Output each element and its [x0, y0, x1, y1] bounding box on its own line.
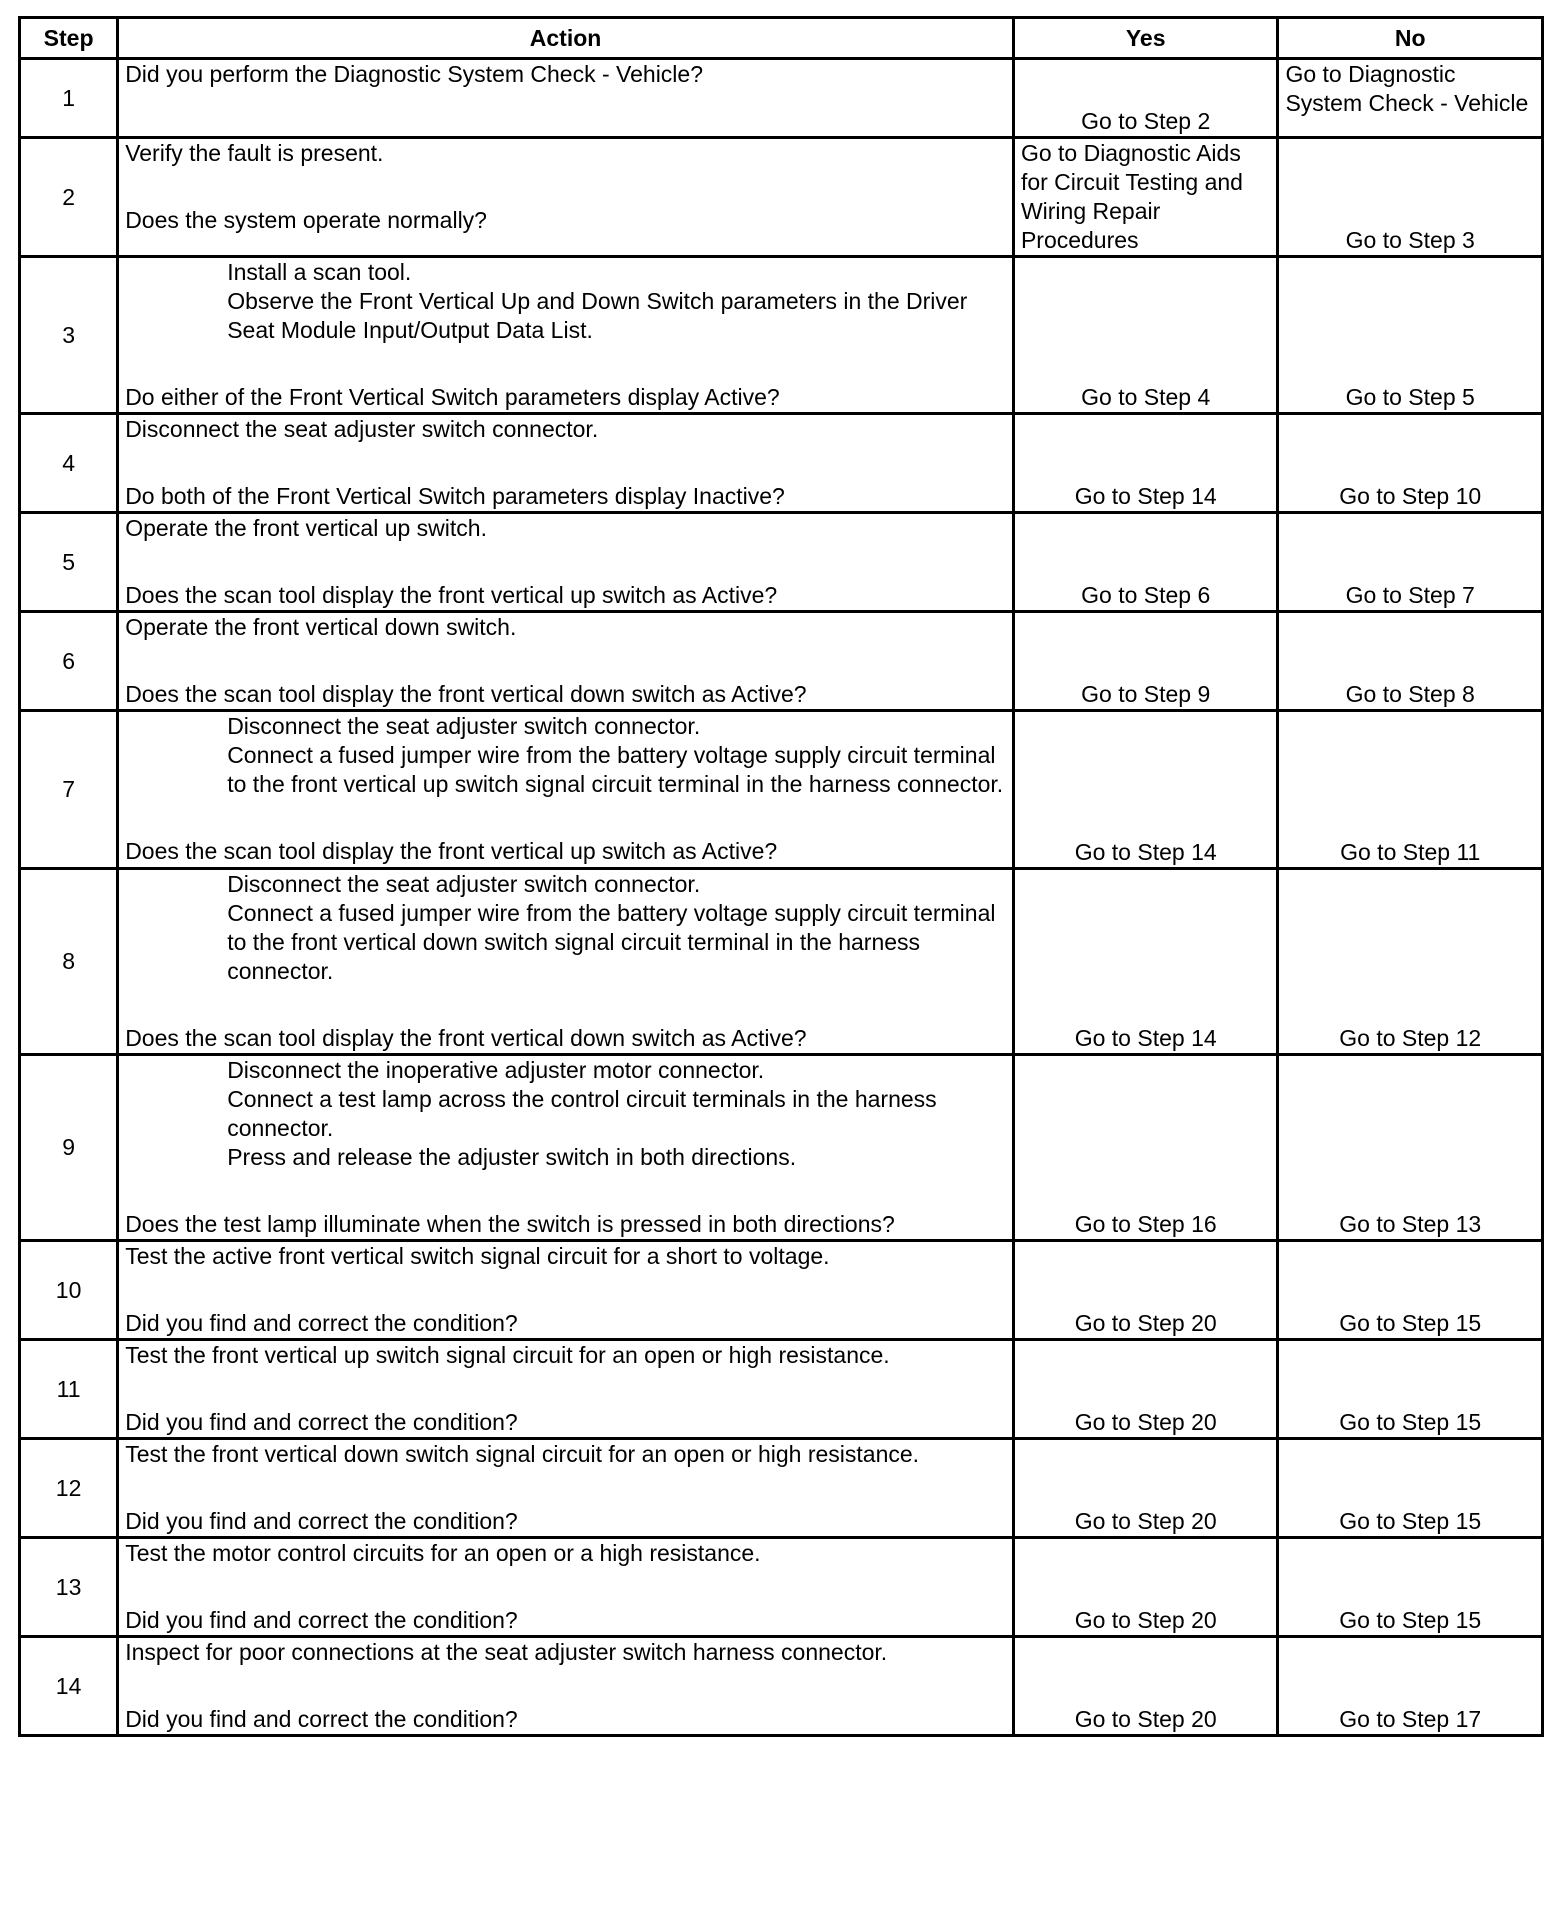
- table-row: [20, 513, 1543, 612]
- action-cell: [118, 1439, 1014, 1538]
- result-yes: Go to Step 6: [1013, 513, 1278, 612]
- result-no: Go to Step 3: [1278, 138, 1543, 257]
- result-no: Go to Step 12: [1278, 869, 1543, 1055]
- step-number: 4: [20, 414, 118, 513]
- step-number: 6: [20, 612, 118, 711]
- action-line: Inspect for poor connections at the seat adjuster switch harness connector.: [125, 1639, 888, 1665]
- result-yes: Go to Diagnostic Aids for Circuit Testing and Wiring Repair Procedures: [1013, 138, 1278, 257]
- action-cell: [118, 414, 1014, 513]
- result-yes: Go to Step 14: [1013, 414, 1278, 513]
- action-question: Did you find and correct the condition?: [125, 1706, 518, 1732]
- result-no: Go to Step 10: [1278, 414, 1543, 513]
- action-line: Disconnect the inoperative adjuster motor connector.: [227, 1057, 765, 1083]
- action-line: Test the front vertical down switch signal circuit for an open or high resistance.: [125, 1441, 920, 1467]
- action-line: Test the active front vertical switch signal circuit for a short to voltage.: [125, 1243, 830, 1269]
- table-row: [20, 869, 1543, 1055]
- result-yes: Go to Step 20: [1013, 1538, 1278, 1637]
- step-number: 14: [20, 1637, 118, 1736]
- action-line: Did you perform the Diagnostic System Check - Vehicle?: [125, 61, 703, 87]
- action-line: Operate the front vertical down switch.: [125, 614, 517, 640]
- result-no: Go to Step 8: [1278, 612, 1543, 711]
- table-row: [20, 1340, 1543, 1439]
- header-step: Step: [20, 18, 118, 59]
- action-line: Disconnect the seat adjuster switch connector.: [227, 871, 701, 897]
- action-line: Disconnect the seat adjuster switch connector.: [227, 713, 701, 739]
- table-row: [20, 257, 1543, 414]
- step-number: 1: [20, 59, 118, 138]
- action-cell: [118, 1241, 1014, 1340]
- result-no: Go to Step 13: [1278, 1055, 1543, 1241]
- table-row: [20, 1637, 1543, 1736]
- action-cell: [118, 612, 1014, 711]
- action-line: Operate the front vertical up switch.: [125, 515, 487, 541]
- action-line: Connect a fused jumper wire from the battery voltage supply circuit terminal to the front vertical up switch signal circuit terminal in the harness connector.: [227, 742, 1004, 797]
- result-yes: Go to Step 20: [1013, 1241, 1278, 1340]
- action-question: Does the scan tool display the front vertical up switch as Active?: [125, 582, 778, 608]
- action-question: Does the system operate normally?: [125, 207, 487, 233]
- action-question: Did you find and correct the condition?: [125, 1607, 518, 1633]
- result-yes: Go to Step 20: [1013, 1637, 1278, 1736]
- table-row: [20, 711, 1543, 869]
- result-yes: Go to Step 9: [1013, 612, 1278, 711]
- result-no: Go to Step 15: [1278, 1241, 1543, 1340]
- action-question: Did you find and correct the condition?: [125, 1310, 518, 1336]
- action-line: Test the motor control circuits for an open or a high resistance.: [125, 1540, 761, 1566]
- action-question: Does the scan tool display the front vertical down switch as Active?: [125, 1025, 807, 1051]
- header-yes: Yes: [1013, 18, 1278, 59]
- action-line: Observe the Front Vertical Up and Down Switch parameters in the Driver Seat Module Input/Output Data List.: [227, 288, 968, 343]
- result-no: Go to Step 15: [1278, 1538, 1543, 1637]
- result-no: Go to Step 15: [1278, 1340, 1543, 1439]
- action-line: Connect a test lamp across the control circuit terminals in the harness connector.: [227, 1086, 937, 1141]
- action-question: Did you find and correct the condition?: [125, 1508, 518, 1534]
- header-row: [20, 18, 1543, 59]
- table-row: [20, 1439, 1543, 1538]
- action-line: Test the front vertical up switch signal circuit for an open or high resistance.: [125, 1342, 890, 1368]
- result-no: Go to Step 17: [1278, 1637, 1543, 1736]
- action-question: Does the scan tool display the front vertical down switch as Active?: [125, 681, 807, 707]
- action-cell: [118, 711, 1014, 869]
- result-no: Go to Step 5: [1278, 257, 1543, 414]
- action-cell: [118, 869, 1014, 1055]
- step-number: 2: [20, 138, 118, 257]
- result-no: Go to Diagnostic System Check - Vehicle: [1278, 59, 1543, 138]
- action-question: Does the scan tool display the front vertical up switch as Active?: [125, 838, 778, 864]
- table-body: [20, 59, 1543, 1736]
- step-number: 8: [20, 869, 118, 1055]
- action-line: Connect a fused jumper wire from the battery voltage supply circuit terminal to the front vertical down switch signal circuit terminal in the harness connector.: [227, 900, 996, 984]
- step-number: 12: [20, 1439, 118, 1538]
- action-question: Do both of the Front Vertical Switch parameters display Inactive?: [125, 483, 785, 509]
- step-number: 13: [20, 1538, 118, 1637]
- action-cell: [118, 1637, 1014, 1736]
- result-yes: Go to Step 20: [1013, 1340, 1278, 1439]
- result-yes: Go to Step 20: [1013, 1439, 1278, 1538]
- result-no: Go to Step 15: [1278, 1439, 1543, 1538]
- result-no: Go to Step 11: [1278, 711, 1543, 869]
- action-question: Does the test lamp illuminate when the switch is pressed in both directions?: [125, 1211, 895, 1237]
- table-row: [20, 612, 1543, 711]
- action-line: Disconnect the seat adjuster switch connector.: [125, 416, 599, 442]
- step-number: 10: [20, 1241, 118, 1340]
- step-number: 5: [20, 513, 118, 612]
- result-yes: Go to Step 4: [1013, 257, 1278, 414]
- action-line: Install a scan tool.: [227, 259, 412, 285]
- header-no: No: [1278, 18, 1543, 59]
- result-no: Go to Step 7: [1278, 513, 1543, 612]
- action-cell: [118, 59, 1014, 138]
- action-cell: [118, 1538, 1014, 1637]
- action-cell: [118, 138, 1014, 257]
- result-yes: Go to Step 14: [1013, 711, 1278, 869]
- action-cell: [118, 257, 1014, 414]
- action-question: Did you find and correct the condition?: [125, 1409, 518, 1435]
- table-row: [20, 138, 1543, 257]
- table-row: [20, 59, 1543, 138]
- action-cell: [118, 1055, 1014, 1241]
- header-action: Action: [118, 18, 1014, 59]
- result-yes: Go to Step 14: [1013, 869, 1278, 1055]
- action-cell: [118, 1340, 1014, 1439]
- step-number: 3: [20, 257, 118, 414]
- action-question: Do either of the Front Vertical Switch parameters display Active?: [125, 384, 780, 410]
- step-number: 9: [20, 1055, 118, 1241]
- result-yes: Go to Step 2: [1013, 59, 1278, 138]
- action-line: Verify the fault is present.: [125, 140, 384, 166]
- step-number: 7: [20, 711, 118, 869]
- action-line: Press and release the adjuster switch in both directions.: [227, 1144, 797, 1170]
- action-cell: [118, 513, 1014, 612]
- result-yes: Go to Step 16: [1013, 1055, 1278, 1241]
- table-row: [20, 1241, 1543, 1340]
- step-number: 11: [20, 1340, 118, 1439]
- table-row: [20, 1538, 1543, 1637]
- diagnostic-table: [18, 16, 1544, 1737]
- table-row: [20, 1055, 1543, 1241]
- table-row: [20, 414, 1543, 513]
